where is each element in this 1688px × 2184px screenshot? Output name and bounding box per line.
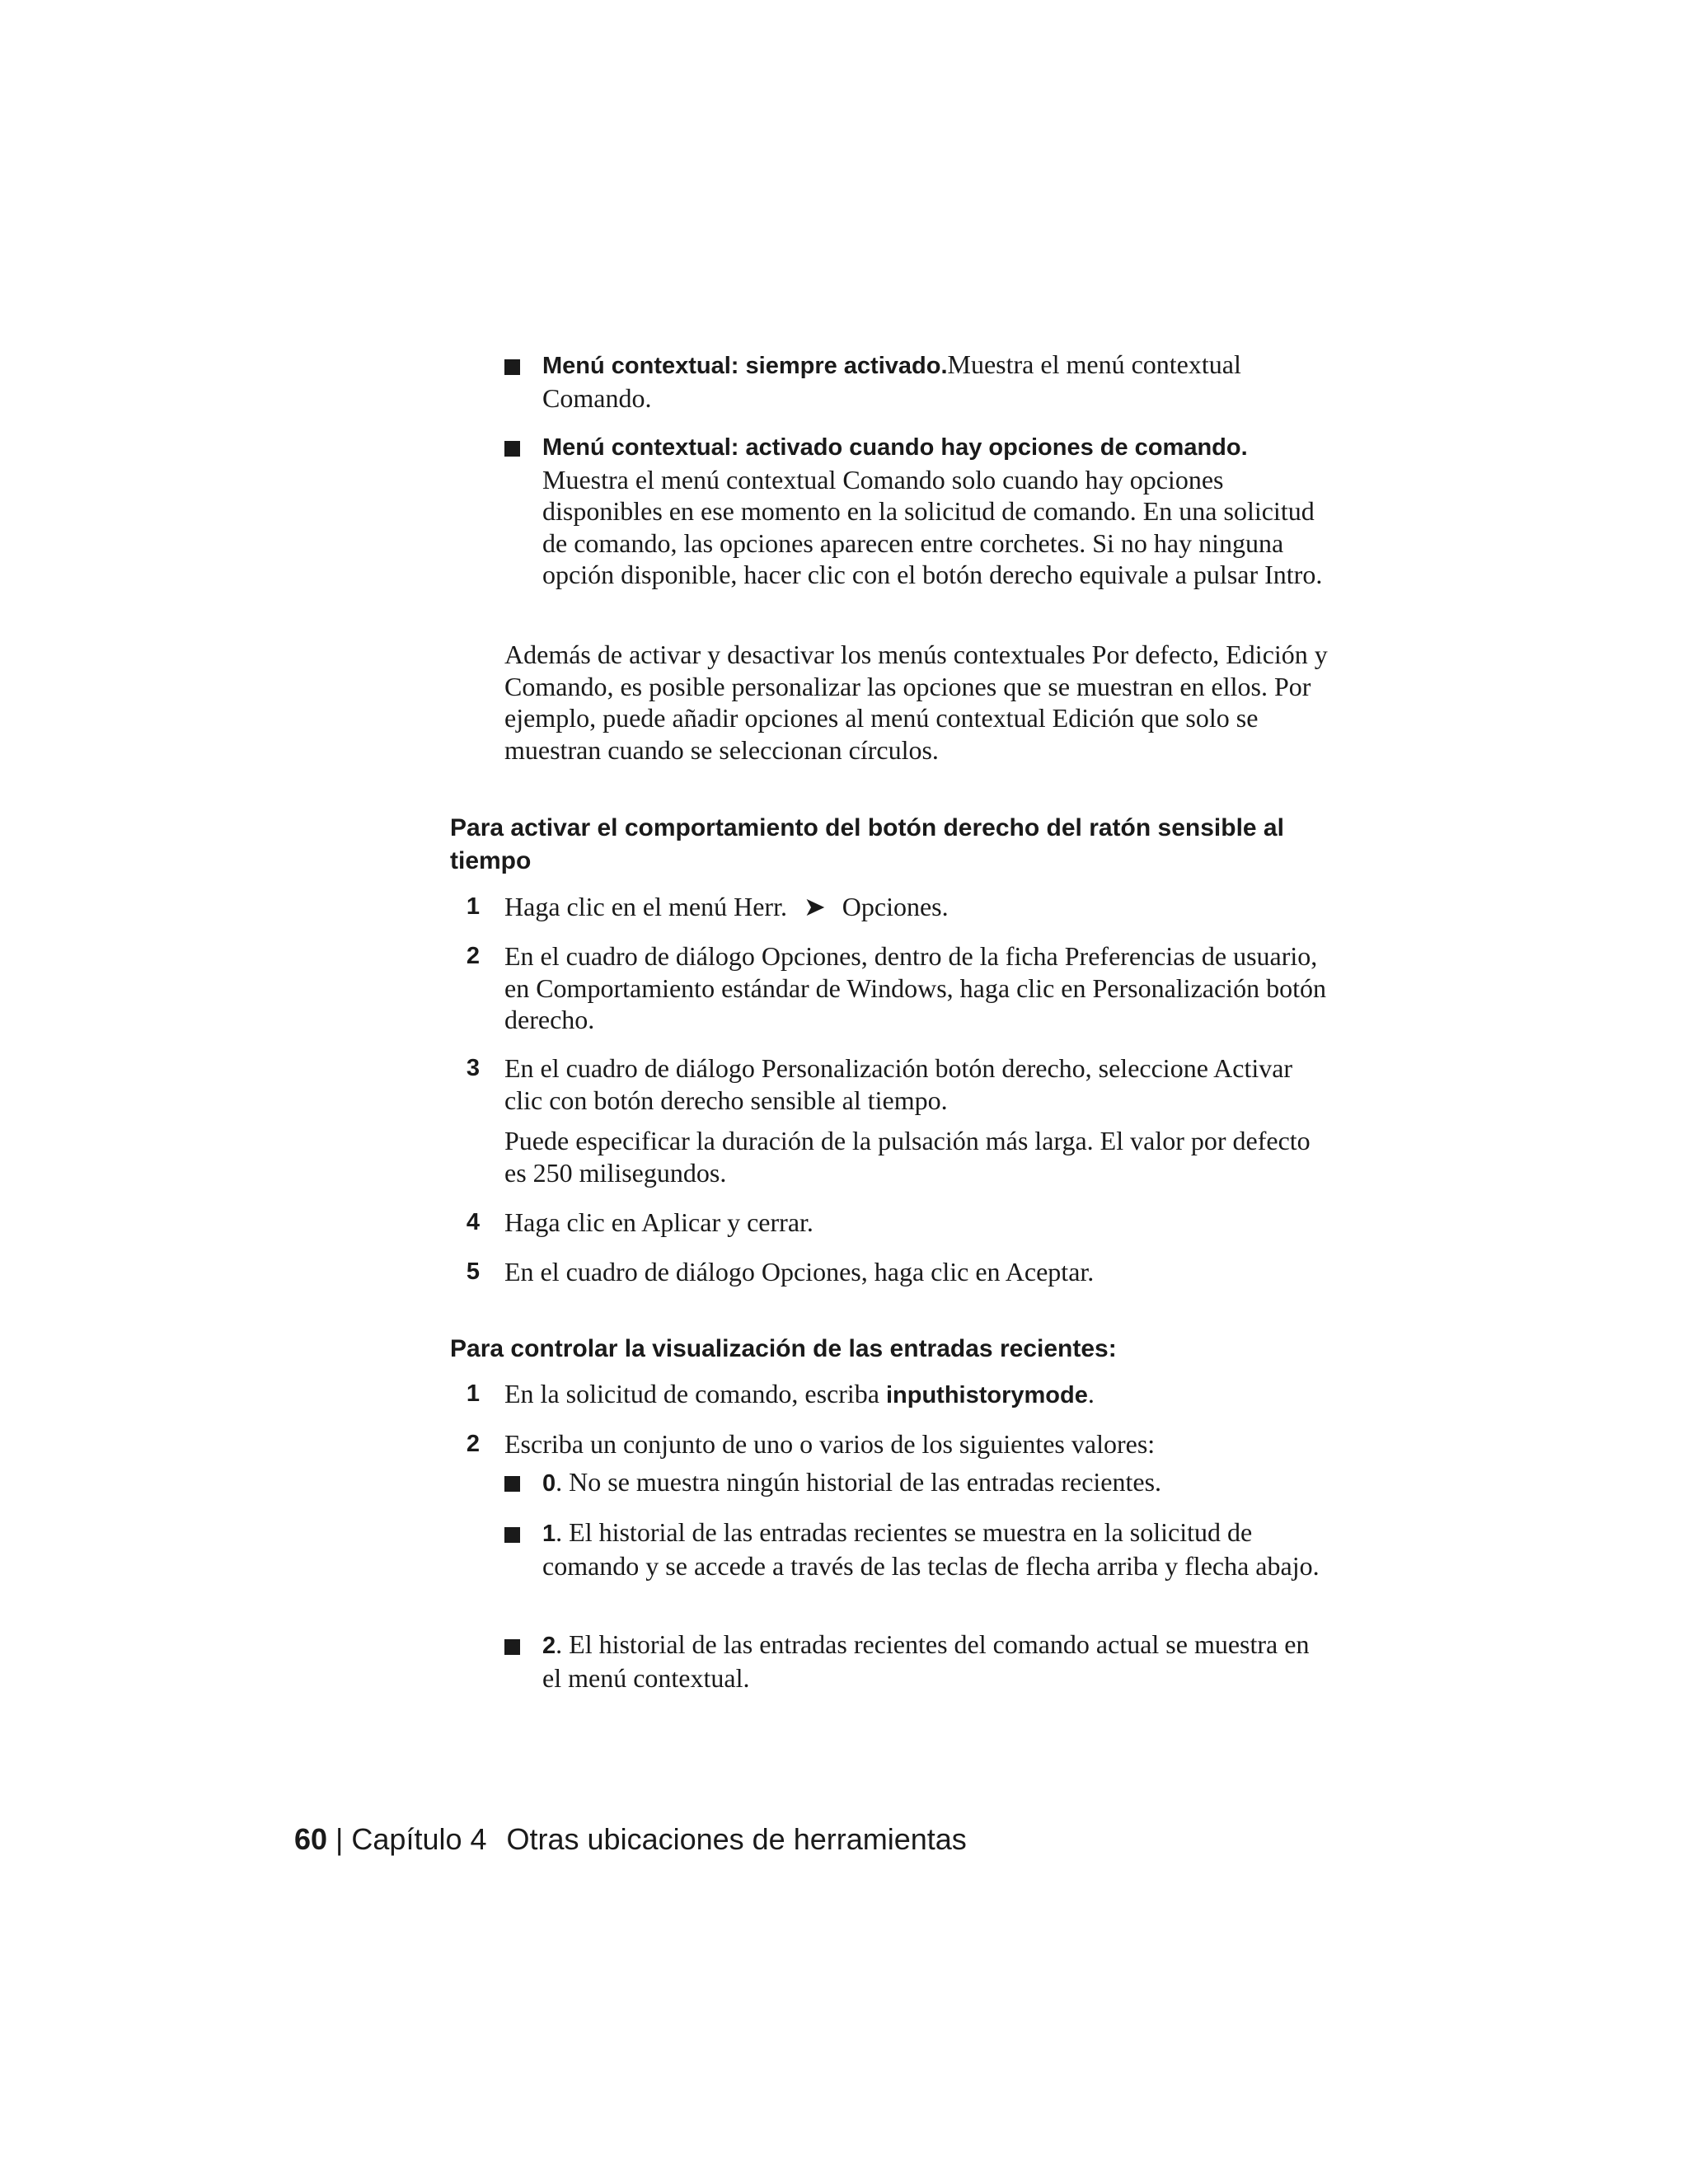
step-item: Haga clic en Aplicar y cerrar.	[504, 1207, 814, 1237]
step-number: 2	[466, 1431, 480, 1457]
bullet-square-icon	[504, 1476, 520, 1492]
bullet-item-context-always	[542, 349, 1334, 414]
section-heading-recent-entries: Para controlar la visualización de las entradas recientes:	[450, 1335, 1117, 1362]
section-heading-right-click: Para activar el comportamiento del botón derecho del ratón sensible al tiempo	[450, 814, 1284, 874]
step-note: Puede especificar la duración de la pulsación más larga. El valor por defecto es 250 milisegundos.	[504, 1126, 1311, 1188]
page-number: 60	[294, 1822, 328, 1856]
chapter-title: Otras ubicaciones de herramientas	[506, 1822, 967, 1856]
step-item: En el cuadro de diálogo Personalización botón derecho, seleccione Activar clic con botón derecho sensible al tiempo.	[504, 1053, 1293, 1115]
step-item: En el cuadro de diálogo Opciones, dentro de la ficha Preferencias de usuario, en Comportamiento estándar de Windows, haga clic en Personalización botón derecho.	[504, 941, 1326, 1034]
step-item	[504, 1378, 1334, 1412]
step-number: 5	[466, 1258, 480, 1285]
step-item: En el cuadro de diálogo Opciones, haga clic en Aceptar.	[504, 1257, 1095, 1286]
step-number: 1	[466, 1380, 480, 1407]
step-text: En la solicitud de comando, escriba	[504, 1379, 886, 1408]
bullet-square-icon	[504, 1639, 520, 1655]
command-name: inputhistorymode	[885, 1382, 1088, 1408]
step-item	[504, 891, 1334, 923]
intro-paragraph: Además de activar y desactivar los menús contextuales Por defecto, Edición y Comando, es posible personalizar las opciones que se muestran en ellos. Por ejemplo, puede añadir opciones al menú contextual Edición que solo se muestran cuando se seleccionan círculos.	[504, 640, 1328, 765]
value-text: . No se muestra ningún historial de las entradas recientes.	[556, 1467, 1162, 1497]
bullet-item-context-options	[542, 430, 1334, 591]
step-number: 1	[466, 893, 480, 920]
step-text: Opciones.	[842, 892, 949, 921]
bullet-square-icon	[504, 441, 520, 457]
footer-separator: |	[335, 1822, 344, 1856]
value-item	[542, 1629, 1334, 1694]
value-text: . El historial de las entradas recientes se muestra en la solicitud de comando y se accede a través de las teclas de flecha arriba y flecha abajo.	[542, 1517, 1320, 1581]
value-key: 1	[542, 1521, 556, 1547]
value-item	[542, 1466, 1334, 1500]
step-text: Haga clic en el menú Herr.	[504, 892, 787, 921]
page-footer	[294, 1821, 967, 1858]
step-number: 2	[466, 943, 480, 969]
bullet-label: Menú contextual: siempre activado.	[542, 353, 948, 379]
value-item	[542, 1516, 1334, 1582]
value-text: . El historial de las entradas recientes del comando actual se muestra en el menú contextual.	[542, 1629, 1310, 1693]
bullet-square-icon	[504, 1527, 520, 1543]
bullet-text: Muestra el menú contextual Comando.	[542, 349, 1241, 413]
chapter-label: Capítulo 4	[351, 1822, 487, 1856]
bullet-label: Menú contextual: activado cuando hay opciones de comando.	[542, 434, 1248, 461]
step-item: Escriba un conjunto de uno o varios de los siguientes valores:	[504, 1429, 1156, 1459]
menu-arrow-icon: ➤	[803, 892, 826, 921]
step-number: 3	[466, 1055, 480, 1081]
step-text: .	[1087, 1379, 1095, 1408]
value-key: 0	[542, 1470, 556, 1497]
value-key: 2	[542, 1633, 556, 1659]
bullet-text: Muestra el menú contextual Comando solo cuando hay opciones disponibles en ese momento en la solicitud de comando. En una solicitud de comando, las opciones aparecen entre corchetes. Si no hay ninguna opción disponible, hacer clic con el botón derecho equivale a pulsar Intro.	[542, 464, 1323, 589]
step-number: 4	[466, 1209, 480, 1235]
bullet-square-icon	[504, 359, 520, 375]
